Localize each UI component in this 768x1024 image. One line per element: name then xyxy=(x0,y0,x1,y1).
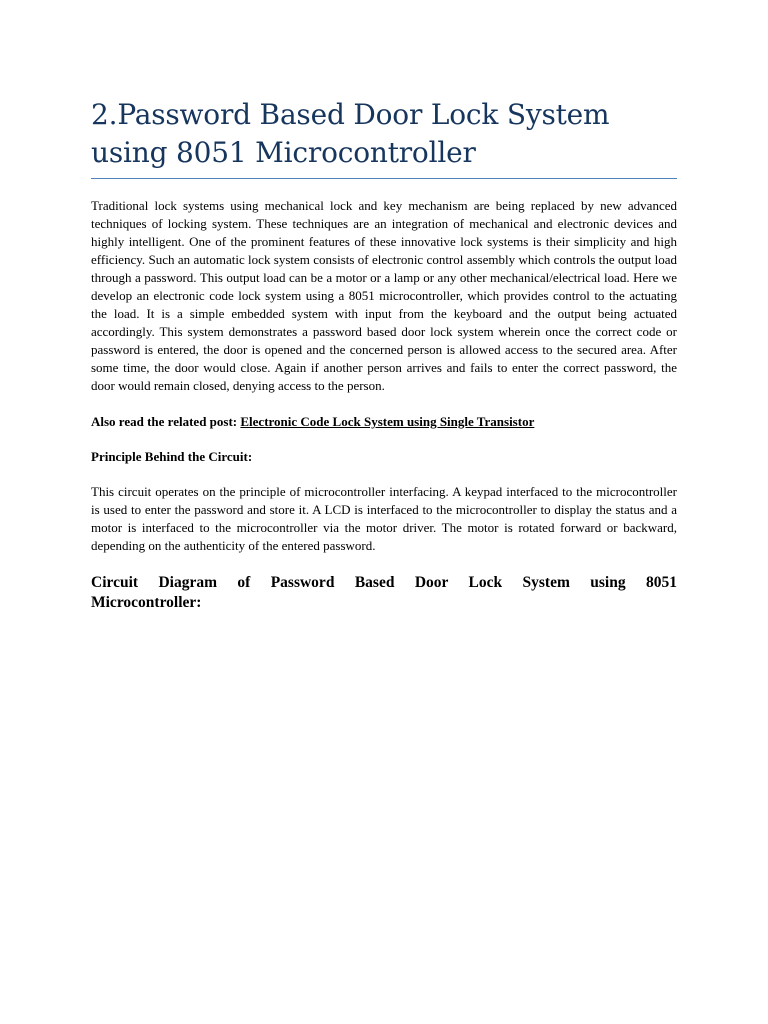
principle-heading: Principle Behind the Circuit: xyxy=(91,449,253,464)
related-post-line xyxy=(91,413,677,431)
document-title: 2.Password Based Door Lock System using 8051 Microcontroller xyxy=(91,98,610,169)
circuit-diagram-heading: Circuit Diagram of Password Based Door Lock System using 8051 Microcontroller: xyxy=(91,574,677,611)
principle-paragraph: This circuit operates on the principle of microcontroller interfacing. A keypad interfaced to the microcontroller is used to enter the password and store it. A LCD is interfaced to the microcontroller to display the status and a motor is interfaced to the microcontroller via the motor driver. The motor is rotated forward or backward, depending on the authenticity of the entered password. xyxy=(91,484,677,553)
related-post-link[interactable]: Electronic Code Lock System using Single Transistor xyxy=(240,414,535,429)
related-post-label: Also read the related post: xyxy=(91,414,238,429)
document-content xyxy=(91,96,677,613)
intro-paragraph: Traditional lock systems using mechanical lock and key mechanism are being replaced by new advanced techniques of locking system. These techniques are an integration of mechanical and electronic devices and highly intelligent. One of the prominent features of these innovative lock systems is their simplicity and high efficiency. Such an automatic lock system consists of electronic control assembly which controls the output load through a password. This output load can be a motor or a lamp or any other mechanical/electrical load. Here we develop an electronic code lock system using a 8051 microcontroller, which provides control to the actuating the load. It is a simple embedded system with input from the keyboard and the output being actuated accordingly. This system demonstrates a password based door lock system wherein once the correct code or password is entered, the door is opened and the concerned person is allowed access to the secured area. After some time, the door would close. Again if another person arrives and fails to enter the correct password, the door would remain closed, denying access to the person. xyxy=(91,198,677,393)
title-underline-rule xyxy=(91,178,677,179)
